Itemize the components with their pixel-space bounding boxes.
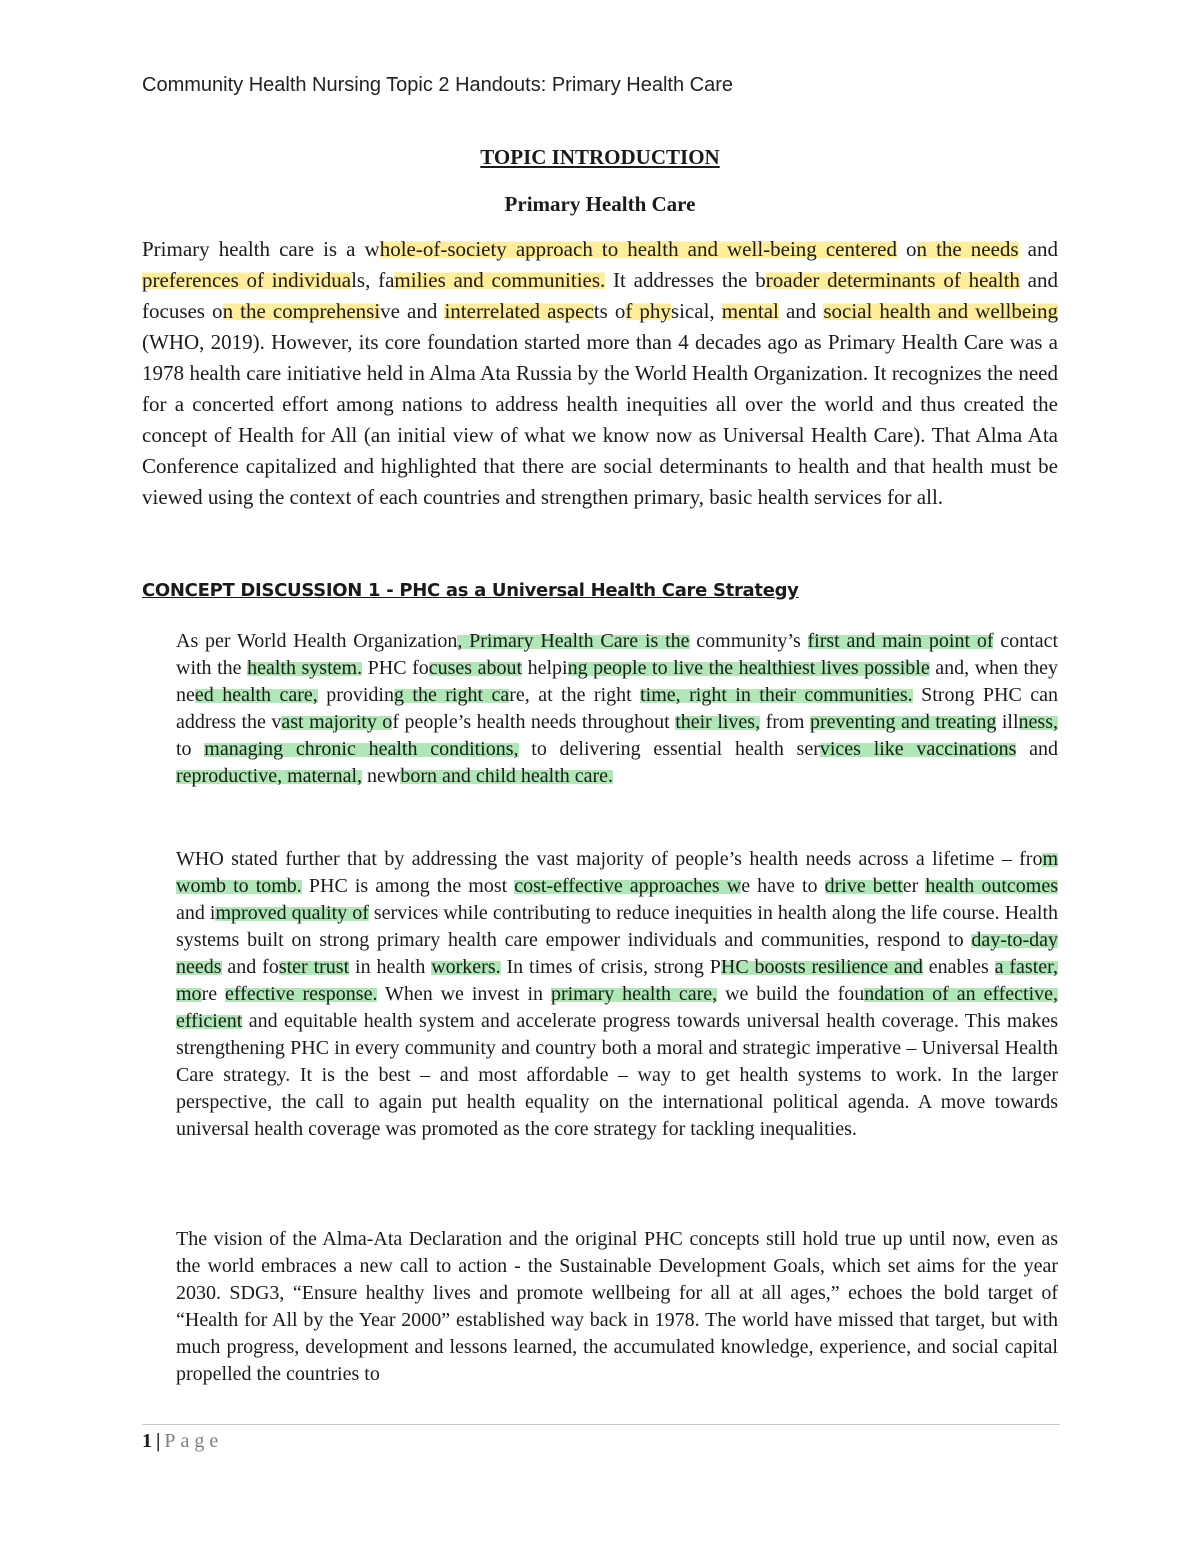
highlight: hole-of-society approach to health and well-being centered [379, 237, 897, 261]
highlight: ed health care, [194, 684, 318, 706]
concept-heading: CONCEPT DISCUSSION 1 - PHC as a Universal Health Care Strategy [142, 580, 799, 601]
highlight: ndation of an effective, efficient [176, 983, 1059, 1032]
highlight: mental [721, 299, 779, 323]
concept-paragraph-2: WHO stated further that by addressing the vast majority of people’s health needs across a lifetime – from womb to tomb. PHC is among the most cost-effective approaches we have to drive better health outcomes and improved quality of services while contributing to reduce inequities in health along the life course. Health systems built on strong primary health care empower individuals and communities, respond to day-to-day needs and foster trust in health workers. In times of crisis, strong PHC boosts resilience and enables a faster, more effective response. When we invest in primary health care, we build the foundation of an effective, efficient and equitable health system and accelerate progress towards universal health coverage. This makes strengthening PHC in every community and country both a moral and strategic imperative – Universal Health Care strategy. It is the best – and most affordable – way to get health systems to work. In the larger perspective, the call to again put health equality on the international political agenda. A move towards universal health coverage was promoted as the core strategy for tackling inequalities. [176, 848, 1059, 1140]
highlight: effective response. [225, 983, 378, 1005]
highlight: ng people to live the healthiest lives possible [567, 657, 930, 679]
page-header: Community Health Nursing Topic 2 Handouts: Primary Health Care [142, 74, 733, 96]
highlight: managing chronic health conditions, [204, 738, 519, 760]
highlight: time, right in their communities. [640, 684, 913, 706]
highlight: pproaches w [638, 875, 742, 897]
topic-title: TOPIC INTRODUCTION [480, 145, 720, 169]
highlight: vices like vaccinations [819, 738, 1017, 760]
highlight: primary health care, [550, 983, 718, 1005]
highlight: n the needs [916, 237, 1019, 261]
highlight: first and main point of [807, 630, 994, 652]
highlight: mproved quality of [215, 902, 369, 924]
intro-paragraph: Primary health care is a whole-of-society approach to health and well-being centered on the needs and preferences of individuals, families and communities. It addresses the broader determinants of health and focuses on the comprehensive and interrelated aspects of physical, mental and social health and wellbeing (WHO, 2019). However, its core foundation started more than 4 decades ago as Primary Health Care was a 1978 health care initiative held in Alma Ata Russia by the World Health Organization. It recognizes the need for a concerted effort among nations to address health inequities all over the world and thus created the concept of Health for All (an initial view of what we know now as Universal Health Care). That Alma Ata Conference capitalized and highlighted that there are social determinants to health and that health must be viewed using the context of each countries and strengthen primary, basic health services for all. [142, 237, 1058, 509]
highlight: interrelated aspec [444, 299, 594, 323]
highlight: cost-effective a [514, 875, 639, 897]
highlight: health outcomes [925, 875, 1058, 897]
highlight: reproductive, maternal, [176, 765, 363, 787]
highlight: preferences of individua [142, 268, 352, 292]
concept-paragraph-1: As per World Health Organization, Primary Health Care is the community’s first and main point of contact with the health system. PHC focuses about helping people to live the healthiest lives possible and, when they need health care, providing the right care, at the right time, right in their communities. Strong PHC can address the vast majority of people’s health needs throughout their lives, from preventing and treating illness, to managing chronic health conditions, to delivering essential health services like vaccinations and reproductive, maternal, newborn and child health care. [176, 630, 1059, 787]
highlight: f phy [625, 299, 671, 323]
page-footer [142, 1430, 223, 1453]
highlight: m womb to tomb. [176, 848, 1058, 897]
highlight: HC boosts resilience and [720, 956, 923, 978]
footer-divider [142, 1424, 1060, 1425]
highlight: , Primary Health Care is the [457, 630, 690, 652]
highlight: social health and wellbeing [823, 299, 1058, 323]
highlight: n the comprehensi [222, 299, 381, 323]
highlight: born and child health care. [400, 765, 614, 787]
page-number: 1 [142, 1430, 152, 1452]
highlight: milies and communities. [394, 268, 606, 292]
footer-separator: | [156, 1430, 161, 1452]
concept-paragraph-3: The vision of the Alma-Ata Declaration and the original PHC concepts still hold true up until now, even as the world embraces a new call to action - the Sustainable Development Goals, which set aims for the year 2030. SDG3, “Ensure healthy lives and promote wellbeing for all at all ages,” echoes the bold target of “Health for All by the Year 2000” established way back in 1978. The world have missed that target, but with much progress, development and lessons learned, the accumulated knowledge, experience, and social capital propelled the countries to [176, 1228, 1058, 1385]
highlight: ast majority o [281, 711, 393, 733]
highlight: drive bett [824, 875, 903, 897]
highlight: their lives, [675, 711, 761, 733]
page-label: Page [164, 1430, 224, 1452]
highlight: ness, [1018, 711, 1058, 733]
highlight: cuses about [428, 657, 523, 679]
highlight: g the right ca [393, 684, 510, 706]
highlight: a faster, mo [176, 956, 1058, 1005]
highlight: roader determinants of health [765, 268, 1020, 292]
highlight: workers. [431, 956, 501, 978]
highlight: health system. [247, 657, 363, 679]
highlight: preventing and treating [809, 711, 997, 733]
highlight: day-to-day needs [176, 929, 1058, 978]
highlight: ster trust [278, 956, 350, 978]
section-title: Primary Health Care [504, 192, 696, 216]
